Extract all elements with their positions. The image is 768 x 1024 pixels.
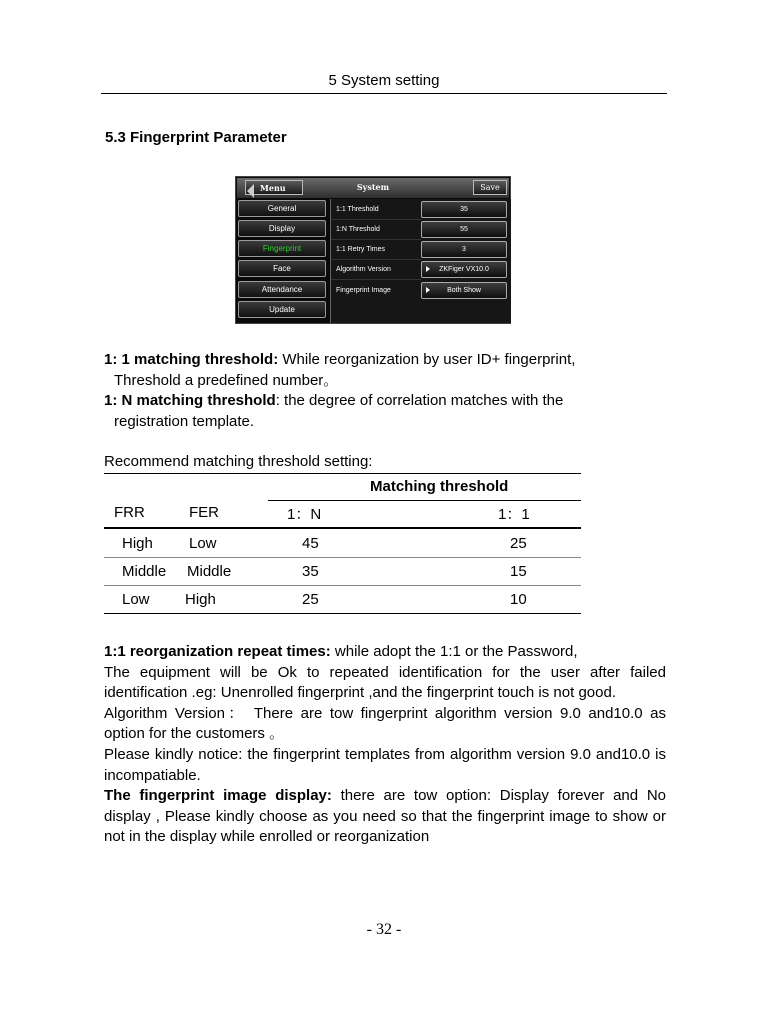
definition-one-to-one bbox=[104, 350, 666, 391]
setting-label-11-threshold: 1:1 Threshold bbox=[336, 206, 379, 213]
device-screenshot bbox=[235, 176, 511, 324]
device-nav-attendance: Attendance bbox=[238, 281, 326, 298]
table-top-rule bbox=[104, 473, 581, 474]
setting-divider bbox=[331, 279, 421, 280]
table-cell: 35 bbox=[302, 563, 319, 580]
text-repeat-times: while adopt the 1:1 or the Password, bbox=[330, 643, 578, 660]
setting-label-fingerprint-image: Fingerprint Image bbox=[336, 287, 391, 294]
table-group-rule bbox=[268, 500, 581, 501]
table-row-rule bbox=[104, 585, 581, 586]
setting-value-retry-times: 3 bbox=[421, 241, 507, 258]
term-one-to-n: 1: N matching threshold bbox=[104, 392, 276, 409]
device-nav-general: General bbox=[238, 200, 326, 217]
setting-divider bbox=[331, 219, 421, 220]
device-settings-panel bbox=[330, 199, 511, 323]
table-cell: Low bbox=[122, 591, 150, 608]
table-caption: Recommend matching threshold setting: bbox=[104, 453, 373, 470]
table-cell: 25 bbox=[510, 535, 527, 552]
device-nav-display: Display bbox=[238, 220, 326, 237]
definition-one-to-n bbox=[104, 391, 666, 432]
text-notice: Please kindly notice: the fingerprint templates from algorithm version 9.0 and10.0 is incompatiable. bbox=[104, 745, 666, 784]
dropdown-arrow-icon bbox=[426, 266, 430, 272]
table-cell: High bbox=[122, 535, 153, 552]
table-cell: 25 bbox=[302, 591, 319, 608]
text-algorithm-version: Algorithm Version： There are tow fingerprint algorithm version 9.0 and10.0 as option for the customers 。 bbox=[104, 704, 666, 743]
setting-value-fingerprint-image bbox=[421, 282, 507, 299]
device-nav-face: Face bbox=[238, 260, 326, 277]
device-nav bbox=[237, 199, 328, 323]
table-row-rule bbox=[104, 557, 581, 558]
table-bottom-rule bbox=[104, 613, 581, 614]
setting-label-1n-threshold: 1:N Threshold bbox=[336, 226, 380, 233]
header-rule bbox=[101, 93, 667, 94]
device-save-button: Save bbox=[473, 180, 507, 195]
device-nav-update: Update bbox=[238, 301, 326, 318]
setting-value-1n-threshold: 55 bbox=[421, 221, 507, 238]
setting-label-retry-times: 1:1 Retry Times bbox=[336, 246, 386, 253]
back-arrow-icon bbox=[247, 184, 254, 198]
text-one-to-n: : the degree of correlation matches with the bbox=[275, 392, 564, 409]
table-header-frr: FRR bbox=[114, 504, 145, 521]
term-one-to-one: 1: 1 matching threshold: bbox=[104, 351, 279, 368]
setting-value-fingerprint-image-text: Both Show bbox=[447, 287, 481, 294]
text-image-display: there are tow option: Display forever and No display , Please kindly choose as you need so that the fingerprint image to show or not in the display while enrolled or reorganization bbox=[104, 787, 666, 846]
text-one-to-one-cont: Threshold a predefined number。 bbox=[114, 371, 339, 389]
setting-value-algorithm-text: ZKFiger VX10.0 bbox=[439, 266, 489, 273]
running-head: 5 System setting bbox=[328, 72, 440, 89]
dropdown-arrow-icon bbox=[426, 287, 430, 293]
setting-divider bbox=[331, 259, 421, 260]
page-number: - 32 - bbox=[366, 921, 402, 938]
table-header-fer: FER bbox=[189, 504, 219, 521]
table-cell: Middle bbox=[122, 563, 167, 580]
text-one-to-one: While reorganization by user ID+ fingerprint, bbox=[278, 351, 576, 368]
setting-value-algorithm bbox=[421, 261, 507, 278]
table-cell: Middle bbox=[187, 563, 232, 580]
setting-divider bbox=[331, 239, 421, 240]
table-cell: Low bbox=[189, 535, 217, 552]
table-cell: High bbox=[185, 591, 216, 608]
device-menu-label: Menu bbox=[260, 183, 286, 193]
table-header-rule bbox=[104, 527, 581, 529]
term-image-display: The fingerprint image display: bbox=[104, 787, 332, 805]
device-topbar bbox=[237, 178, 509, 198]
setting-label-algorithm: Algorithm Version bbox=[336, 266, 391, 273]
device-nav-fingerprint: Fingerprint bbox=[238, 240, 326, 257]
table-header-1n: 1：N bbox=[287, 506, 322, 523]
table-group-header: Matching threshold bbox=[370, 478, 509, 495]
section-title: 5.3 Fingerprint Parameter bbox=[105, 129, 287, 146]
setting-value-11-threshold: 35 bbox=[421, 201, 507, 218]
table-header-11: 1：1 bbox=[498, 506, 530, 523]
device-menu-button bbox=[245, 180, 303, 195]
device-title: System bbox=[356, 182, 390, 192]
table-cell: 45 bbox=[302, 535, 319, 552]
term-repeat-times: 1:1 reorganization repeat times: bbox=[104, 643, 331, 660]
text-repeat-times-cont: The equipment will be Ok to repeated identification for the user after failed identification .eg: Unenrolled fingerprint ,and the fingerprint touch is not good. bbox=[104, 663, 666, 702]
body-text bbox=[104, 642, 666, 848]
text-one-to-n-cont: registration template. bbox=[114, 412, 255, 430]
table-cell: 10 bbox=[510, 591, 527, 608]
table-cell: 15 bbox=[510, 563, 527, 580]
